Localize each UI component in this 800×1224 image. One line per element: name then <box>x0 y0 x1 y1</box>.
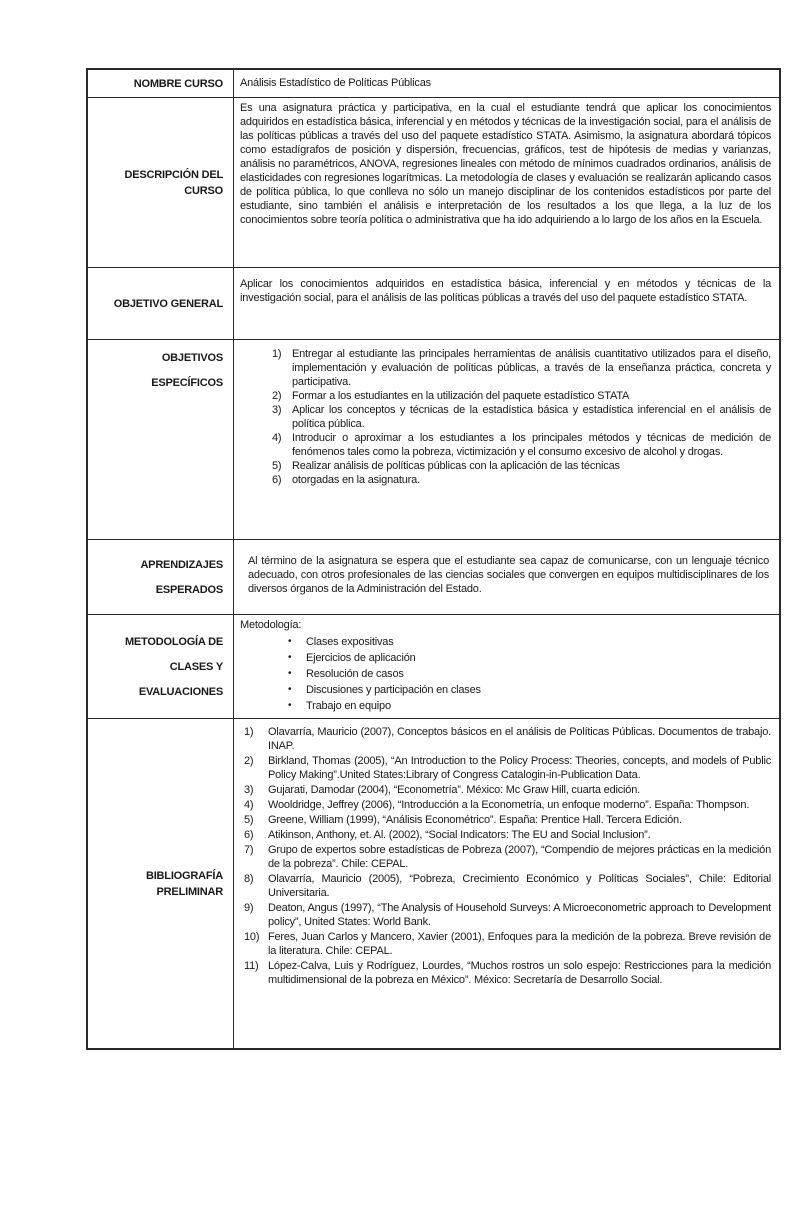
descripcion-label-line-1: DESCRIPCIÓN DEL <box>124 168 223 181</box>
metodologia-label <box>88 615 234 718</box>
objetivo-item <box>272 473 771 487</box>
metodologia-bullet-list <box>240 632 771 714</box>
bibliografia-item <box>244 813 771 827</box>
nombre-curso-value <box>234 70 779 97</box>
bibliografia-item-text: Wooldridge, Jeffrey (2006), “Introducción a la Econometría, un enfoque moderno”. España: Thompson. <box>268 799 750 811</box>
objetivo-item-text: Formar a los estudiantes en la utilización del paquete estadístico STATA <box>292 390 630 402</box>
objetivo-item-text: otorgadas en la asignatura. <box>292 474 420 486</box>
objetivo-item <box>272 389 771 403</box>
metodologia-item <box>288 698 771 714</box>
row-nombre-curso <box>88 70 779 97</box>
bibliografia-item <box>244 872 771 900</box>
metodologia-item-text: Ejercicios de aplicación <box>306 652 416 664</box>
bibliografia-item-number: 11) <box>244 960 259 972</box>
bibliografia-label <box>88 719 234 1048</box>
bibliografia-item-text: Birkland, Thomas (2005), “An Introduction to the Policy Process: Theories, concepts, and models of Public Policy Making”.United States:Library of Congress Catalogin-in-Publication Data. <box>268 755 771 781</box>
metodologia-label-line-2: CLASES Y <box>169 660 223 673</box>
objetivo-item <box>272 459 771 473</box>
bibliografia-item-text: Olavarría, Mauricio (2007), Conceptos básicos en el análisis de Políticas Públicas. Documentos de trabajo. INAP. <box>268 726 771 752</box>
descripcion-label-line-2: CURSO <box>184 184 223 197</box>
bibliografia-item-text: Atikinson, Anthony, et. Al. (2002), “Social Indicators: The EU and Social Inclusion”. <box>268 829 651 841</box>
metodologia-item-text: Resolución de casos <box>306 668 404 680</box>
aprendizajes-label-line-2: ESPERADOS <box>155 583 223 596</box>
objetivo-item-text: Entregar al estudiante las principales herramientas de análisis cuantitativo utilizados para el diseño, implementación y evaluación de políticas públicas, a través de la enseñanza práctica, concreta y participativa. <box>292 348 771 388</box>
bibliografia-item <box>244 754 771 782</box>
aprendizajes-paragraph: Al término de la asignatura se espera que el estudiante sea capaz de comunicarse, con un lenguaje técnico adecuado, con otros profesionales de las ciencias sociales que convergen en equipos multidisciplinares de los diversos órganos de la Administración del Estado. <box>248 555 769 595</box>
bibliografia-item-text: Olavarría, Mauricio (2005), “Pobreza, Crecimiento Económico y Políticas Sociales”, Chile: Editorial Universitaria. <box>268 873 771 899</box>
row-objetivo-general <box>88 267 779 339</box>
aprendizajes-label-line-1: APRENDIZAJES <box>140 558 223 571</box>
bibliografia-list <box>240 722 771 987</box>
objetivos-especificos-label <box>88 340 234 539</box>
row-bibliografia <box>88 718 779 1048</box>
objetivo-general-paragraph: Aplicar los conocimientos adquiridos en estadística básica, inferencial y en métodos y técnicas de la investigación social, para el análisis de las políticas públicas a través del uso del paquete estadístico STATA. <box>240 278 771 304</box>
objetivo-general-label <box>88 268 234 339</box>
objetivos-especificos-content <box>234 340 779 539</box>
objetivo-item-number: 3) <box>272 404 282 416</box>
metodologia-item-text: Discusiones y participación en clases <box>306 684 481 696</box>
bibliografia-item-text: Deaton, Angus (1997), “The Analysis of Household Surveys: A Microeconometric approach to Development policy”, United States: World Bank. <box>268 902 771 928</box>
bibliografia-item <box>244 798 771 812</box>
bibliografia-item-number: 6) <box>244 829 254 841</box>
nombre-curso-label-text: NOMBRE CURSO <box>133 77 223 90</box>
row-objetivos-especificos <box>88 339 779 539</box>
bullet-icon: • <box>288 668 292 679</box>
bibliografia-label-line-2: PRELIMINAR <box>156 885 223 898</box>
bibliografia-item-number: 4) <box>244 799 254 811</box>
objetivo-item-text: Aplicar los conceptos y técnicas de la estadística básica y estadística inferencial en el análisis de política pública. <box>292 404 771 430</box>
aprendizajes-content <box>234 540 779 614</box>
metodologia-item-text: Clases expositivas <box>306 636 394 648</box>
bibliografia-item <box>244 725 771 753</box>
metodologia-item <box>288 682 771 698</box>
metodologia-item-text: Trabajo en equipo <box>306 700 391 712</box>
metodologia-content <box>234 615 779 718</box>
row-descripcion-curso <box>88 97 779 267</box>
bibliografia-item <box>244 959 771 987</box>
bibliografia-item <box>244 901 771 929</box>
bibliografia-item-text: Gujarati, Damodar (2004), “Econometría”. México: Mc Graw Hill, cuarta edición. <box>268 784 640 796</box>
objetivo-general-content <box>234 268 779 339</box>
metodologia-item <box>288 666 771 682</box>
row-aprendizajes-esperados <box>88 539 779 614</box>
bullet-icon: • <box>288 684 292 695</box>
objetivo-item <box>272 403 771 431</box>
bibliografia-item-number: 1) <box>244 726 254 738</box>
metodologia-heading: Metodología: <box>240 619 302 631</box>
bibliografia-item <box>244 930 771 958</box>
course-title-text: Análisis Estadístico de Políticas Públicas <box>240 76 431 89</box>
descripcion-paragraph: Es una asignatura práctica y participativa, en la cual el estudiante tendrá que aplicar los conocimientos adquiridos en estadística básica, inferencial y en métodos y técnicas de la investigación social, para el análisis de las políticas públicas a través del uso del paquete estadístico STATA. Asimismo, la asignatura abordará tópicos como estadígrafos de posición y dispersión, frecuencias, gráficos, test de hipótesis de medias y varianzas, análisis no paramétricos, ANOVA, regresiones lineales con método de mínimos cuadrados ordinarios, análisis de elasticidades con regresiones logarítmicas. La metodología de clases y evaluación se realizarán aplicando casos de política pública, lo que conlleva no sólo un manejo disciplinar de los contenidos estadísticos por parte del estudiante, sino también el análisis e interpretación de los resultados a los que llega, a la luz de los conocimientos sobre teoría política o administrativa que ha ido adquiriendo a lo largo de los años en la Escuela. <box>240 102 771 226</box>
bibliografia-item-text: Grupo de expertos sobre estadísticas de Pobreza (2007), “Compendio de mejores prácticas en la medición de la pobreza”. Chile: CEPAL. <box>268 844 771 870</box>
aprendizajes-label <box>88 540 234 614</box>
descripcion-label <box>88 98 234 267</box>
bibliografia-item-number: 9) <box>244 902 254 914</box>
bibliografia-content <box>234 719 779 1048</box>
bibliografia-item-text: Feres, Juan Carlos y Mancero, Xavier (2001), Enfoques para la medición de la pobreza. Breve revisión de la literatura. Chile: CEPAL. <box>268 931 771 957</box>
bibliografia-item-number: 2) <box>244 755 254 767</box>
bibliografia-item-text: López-Calva, Luis y Rodríguez, Lourdes, “Muchos rostros un solo espejo: Restricciones para la medición multidimensional de la pobreza en México”. México: Secretaría de Desarrollo Social. <box>268 960 771 986</box>
row-metodologia <box>88 614 779 718</box>
metodologia-item <box>288 634 771 650</box>
bibliografia-item <box>244 828 771 842</box>
objetivo-item-number: 1) <box>272 348 282 360</box>
bullet-icon: • <box>288 652 292 663</box>
bibliografia-item-number: 3) <box>244 784 254 796</box>
bullet-icon: • <box>288 636 292 647</box>
objetivo-item-number: 4) <box>272 432 282 444</box>
course-syllabus-table <box>86 68 781 1050</box>
objetivo-item-text: Realizar análisis de políticas públicas con la aplicación de las técnicas <box>292 460 620 472</box>
objetivo-general-label-text: OBJETIVO GENERAL <box>113 297 223 310</box>
metodologia-item <box>288 650 771 666</box>
objetivo-item <box>272 347 771 389</box>
nombre-curso-label <box>88 70 234 97</box>
metodologia-label-line-1: METODOLOGÍA DE <box>124 635 223 648</box>
bibliografia-item-number: 5) <box>244 814 254 826</box>
bibliografia-item-number: 8) <box>244 873 254 885</box>
metodologia-label-line-3: EVALUACIONES <box>138 685 223 698</box>
bibliografia-item-number: 7) <box>244 844 254 856</box>
objetivos-especificos-label-line-2: ESPECÍFICOS <box>151 377 223 389</box>
bibliografia-item <box>244 843 771 871</box>
descripcion-content <box>234 98 779 267</box>
objetivo-item-number: 6) <box>272 474 282 486</box>
bibliografia-label-line-1: BIBLIOGRAFÍA <box>145 869 223 882</box>
objetivos-especificos-label-line-1: OBJETIVOS <box>161 352 223 364</box>
objetivo-item-number: 2) <box>272 390 282 402</box>
objetivo-item-text: Introducir o aproximar a los estudiantes a los principales métodos y técnicas de medición de fenómenos tales como la pobreza, victimización y el consumo excesivo de alcohol y drogas. <box>292 432 771 458</box>
bibliografia-item-text: Greene, William (1999), “Análisis Econométrico”. España: Prentice Hall. Tercera Edición. <box>268 814 682 826</box>
bullet-icon: • <box>288 700 292 711</box>
bibliografia-item <box>244 783 771 797</box>
bibliografia-item-number: 10) <box>244 931 260 943</box>
objetivos-list <box>240 343 771 487</box>
objetivo-item <box>272 431 771 459</box>
objetivo-item-number: 5) <box>272 460 282 472</box>
